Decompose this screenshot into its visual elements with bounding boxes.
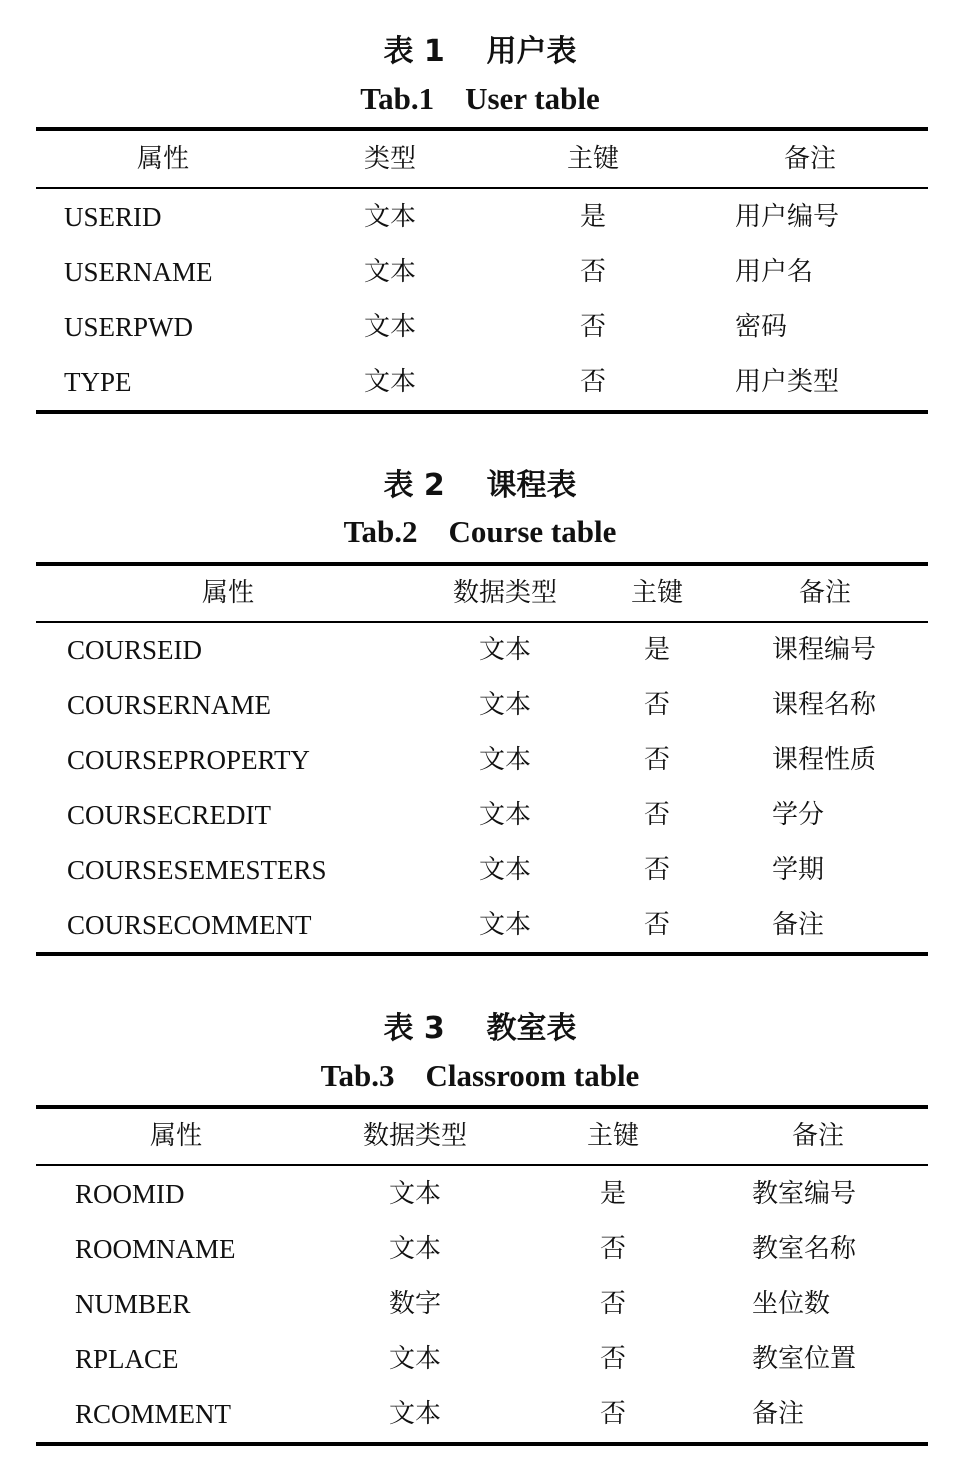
- row-cell: 否: [643, 800, 671, 830]
- row-cell: 文本: [363, 367, 417, 397]
- row-cell: 否: [643, 855, 671, 885]
- row-cell: TYPE: [64, 367, 132, 397]
- row-cell: COURSECOMMENT: [67, 910, 312, 940]
- row-cell: 文本: [363, 257, 417, 287]
- header-cell: 类型: [363, 144, 417, 174]
- row-cell: 文本: [388, 1344, 442, 1374]
- table-caption-cn: 表 1 用户表: [383, 34, 577, 69]
- row-cell: 教室名称: [752, 1234, 857, 1264]
- row-cell: COURSECREDIT: [67, 800, 272, 830]
- row-cell: 文本: [478, 910, 532, 940]
- row-cell: 密码: [735, 312, 788, 342]
- row-cell: ROOMNAME: [75, 1234, 236, 1264]
- bottom-rule: [36, 410, 928, 414]
- bottom-rule: [36, 1442, 928, 1446]
- header-cell: 主键: [566, 144, 620, 174]
- row-cell: 课程编号: [772, 635, 877, 665]
- row-cell: 否: [643, 690, 671, 720]
- header-cell: 备注: [791, 1121, 845, 1151]
- row-cell: 否: [599, 1344, 627, 1374]
- table-caption-cn: 表 3 教室表: [383, 1011, 577, 1046]
- row-cell: USERID: [64, 202, 162, 232]
- table-caption-en: Tab.2 Course table: [343, 514, 617, 549]
- row-cell: 文本: [363, 312, 417, 342]
- header-rule: [36, 1164, 928, 1166]
- table-caption-en: Tab.3 Classroom table: [320, 1058, 640, 1093]
- row-cell: 教室编号: [752, 1179, 857, 1209]
- row-cell: 课程性质: [772, 745, 877, 775]
- row-cell: 文本: [478, 690, 532, 720]
- row-cell: 数字: [388, 1289, 442, 1319]
- row-cell: 否: [643, 910, 671, 940]
- row-cell: 文本: [363, 202, 417, 232]
- row-cell: COURSEID: [67, 635, 203, 665]
- row-cell: 否: [643, 745, 671, 775]
- row-cell: 否: [579, 312, 607, 342]
- row-cell: 用户类型: [735, 367, 840, 397]
- row-cell: USERNAME: [64, 257, 213, 287]
- row-cell: COURSEPROPERTY: [67, 745, 310, 775]
- row-cell: 教室位置: [752, 1344, 857, 1374]
- row-cell: 是: [579, 202, 607, 232]
- row-cell: NUMBER: [75, 1289, 191, 1319]
- row-cell: 学分: [772, 800, 825, 830]
- row-cell: 用户名: [735, 257, 814, 287]
- row-cell: RCOMMENT: [75, 1399, 232, 1429]
- row-cell: 备注: [772, 910, 825, 940]
- header-cell: 主键: [630, 578, 684, 608]
- header-cell: 属性: [149, 1121, 203, 1151]
- top-rule: [36, 562, 928, 566]
- header-rule: [36, 187, 928, 189]
- row-cell: 文本: [478, 855, 532, 885]
- header-cell: 主键: [586, 1121, 640, 1151]
- row-cell: 文本: [478, 745, 532, 775]
- row-cell: 否: [599, 1399, 627, 1429]
- row-cell: 文本: [388, 1399, 442, 1429]
- row-cell: COURSERNAME: [67, 690, 272, 720]
- row-cell: RPLACE: [75, 1344, 179, 1374]
- row-cell: 用户编号: [735, 202, 840, 232]
- header-cell: 属性: [201, 578, 255, 608]
- row-cell: 否: [579, 367, 607, 397]
- header-cell: 备注: [783, 144, 837, 174]
- row-cell: 文本: [478, 635, 532, 665]
- row-cell: 课程名称: [772, 690, 877, 720]
- row-cell: 坐位数: [752, 1289, 831, 1319]
- row-cell: 否: [579, 257, 607, 287]
- table-caption-en: Tab.1 User table: [360, 81, 600, 116]
- header-cell: 数据类型: [362, 1121, 468, 1151]
- row-cell: 文本: [478, 800, 532, 830]
- header-cell: 属性: [136, 144, 190, 174]
- row-cell: 文本: [388, 1179, 442, 1209]
- row-cell: ROOMID: [75, 1179, 185, 1209]
- row-cell: 学期: [772, 855, 825, 885]
- row-cell: 文本: [388, 1234, 442, 1264]
- bottom-rule: [36, 952, 928, 956]
- row-cell: USERPWD: [64, 312, 194, 342]
- table-caption-cn: 表 2 课程表: [383, 468, 577, 503]
- row-cell: 备注: [752, 1399, 805, 1429]
- header-cell: 备注: [798, 578, 852, 608]
- top-rule: [36, 1105, 928, 1109]
- header-rule: [36, 621, 928, 623]
- top-rule: [36, 127, 928, 131]
- header-cell: 数据类型: [452, 578, 558, 608]
- row-cell: 否: [599, 1234, 627, 1264]
- row-cell: 是: [599, 1179, 627, 1209]
- row-cell: 是: [643, 635, 671, 665]
- row-cell: 否: [599, 1289, 627, 1319]
- row-cell: COURSESEMESTERS: [67, 855, 327, 885]
